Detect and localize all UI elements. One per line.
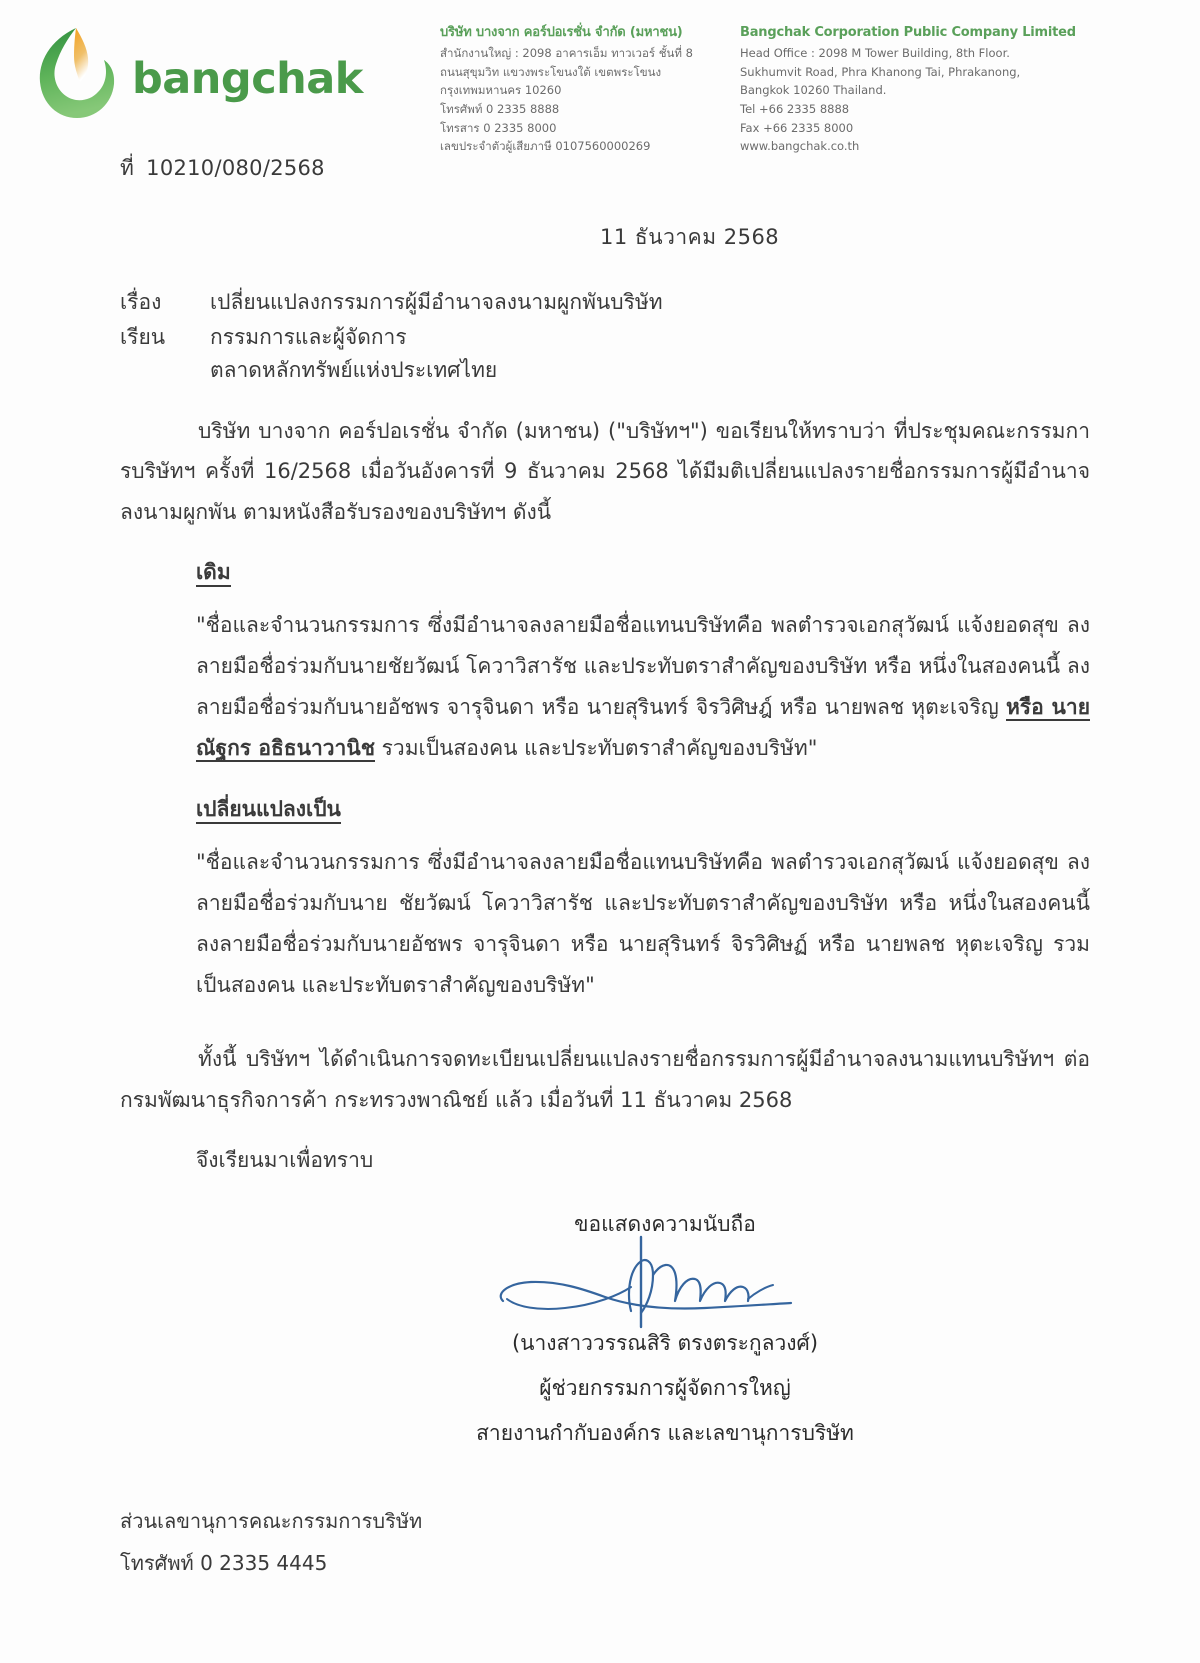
address-thai bbox=[440, 22, 725, 156]
address-english-line-2: Sukhumvit Road, Phra Khanong Tai, Phrakanong, bbox=[740, 64, 1021, 79]
attention-value: กรรมการและผู้จัดการ bbox=[210, 325, 407, 349]
attention-row bbox=[120, 327, 1200, 348]
logo-wordmark: bangchak bbox=[132, 53, 363, 104]
address-thai-line-1: สำนักงานใหญ่ : 2098 อาคารเอ็ม ทาวเวอร์ ชั้นที่ 8 bbox=[440, 46, 693, 61]
address-thai-line-2: ถนนสุขุมวิท แขวงพระโขนงใต้ เขตพระโขนง bbox=[440, 64, 662, 79]
footer-phone: โทรศัพท์ 0 2335 4445 bbox=[120, 1551, 328, 1575]
subject-value: เปลี่ยนแปลงกรรมการผู้มีอำนาจลงนามผูกพันบริษัท bbox=[210, 290, 663, 314]
tax-id-thai: เลขประจำตัวผู้เสียภาษี 0107560000269 bbox=[440, 139, 651, 154]
signatory-department: สายงานกำกับองค์กร และเลขานุการบริษัท bbox=[476, 1421, 854, 1445]
letterhead bbox=[0, 22, 1200, 162]
reference-label: ที่ bbox=[120, 156, 135, 180]
website: www.bangchak.co.th bbox=[740, 139, 860, 154]
reference-line bbox=[0, 158, 1200, 179]
fax-thai: โทรสาร 0 2335 8000 bbox=[440, 120, 557, 135]
quote-former bbox=[0, 605, 1200, 769]
quote-new: "ชื่อและจำนวนกรรมการ ซึ่งมีอำนาจลงลายมือชื่อแทนบริษัทคือ พลตำรวจเอกสุวัฒน์ แจ้งยอดสุข ลงลายมือชื่อร่วมกับนาย ชัยวัฒน์ โควาวิสารัช และประทับตราสำคัญของบริษัท หรือ หนึ่งในสองคนนี้ ลงลายมือชื่อร่วมกับนายอัชพร จารุจินดา หรือ นายสุรินทร์ จิรวิศิษฏ์ หรือ นายพลช หุตะเจริญ รวมเป็นสองคน และประทับตราสำคัญของบริษัท" bbox=[196, 849, 1090, 997]
section-heading-former bbox=[0, 559, 1200, 584]
signatory-title: ผู้ช่วยกรรมการผู้จัดการใหญ่ bbox=[539, 1376, 791, 1400]
subject-label: เรื่อง bbox=[120, 290, 162, 314]
reference-number: 10210/080/2568 bbox=[146, 156, 325, 180]
company-name-english: Bangchak Corporation Public Company Limited bbox=[740, 25, 1076, 40]
address-english-line-3: Bangkok 10260 Thailand. bbox=[740, 83, 887, 98]
address-english bbox=[725, 22, 1105, 156]
signature-regards: ขอแสดงความนับถือ bbox=[574, 1212, 756, 1236]
company-name-thai: บริษัท บางจาก คอร์ปอเรชั่น จำกัด (มหาชน) bbox=[440, 25, 683, 40]
closing-note: จึงเรียนมาเพื่อทราบ bbox=[196, 1148, 374, 1173]
intro-paragraph: บริษัท บางจาก คอร์ปอเรชั่น จำกัด (มหาชน) ("บริษัทฯ") ขอเรียนให้ทราบว่า ที่ประชุมคณะกรรมการบริษัทฯ ครั้งที่ 16/2568 เมื่อวันอังคารที่ 9 ธันวาคม 2568 ได้มีมติเปลี่ยนแปลงรายชื่อกรรมการผู้มีอำนาจลงนามผูกพัน ตามหนังสือรับรองของบริษัทฯ ดังนี้ bbox=[120, 419, 1090, 524]
address-thai-line-3: กรุงเทพมหานคร 10260 bbox=[440, 83, 562, 98]
subject-row bbox=[120, 292, 1200, 313]
phone-english: Tel +66 2335 8888 bbox=[740, 101, 850, 116]
handwritten-signature-icon bbox=[130, 1235, 1200, 1331]
subject-block bbox=[0, 292, 1200, 381]
section-heading-new-label: เปลี่ยนแปลงเป็น bbox=[196, 797, 341, 824]
bangchak-logo-icon bbox=[30, 22, 122, 122]
document-date: 11 ธันวาคม 2568 bbox=[600, 225, 780, 249]
quote-former-highlight: หรือ นายณัฐกร อธิธนาวานิช bbox=[196, 694, 1091, 760]
signature-block bbox=[0, 1208, 1200, 1450]
quote-former-part1: "ชื่อและจำนวนกรรมการ ซึ่งมีอำนาจลงลายมือชื่อแทนบริษัทคือ พลตำรวจเอกสุวัฒน์ แจ้งยอดสุข ลงลายมือชื่อร่วมกับนายชัยวัฒน์ โควาวิสารัช และประทับตราสำคัญของบริษัท หรือ หนึ่งในสองคนนี้ ลงลายมือชื่อร่วมกับนายอัชพร จารุจินดา หรือ นายสุรินทร์ จิรวิศิษฎ์ หรือ นายพลช หุตะเจริญ bbox=[196, 612, 1090, 719]
section-heading-former-label: เดิม bbox=[196, 560, 231, 587]
company-logo bbox=[0, 22, 440, 122]
footer-contact bbox=[120, 1500, 422, 1584]
attention-label: เรียน bbox=[120, 325, 166, 349]
section-heading-new bbox=[0, 796, 1200, 821]
footer-unit: ส่วนเลขานุการคณะกรรมการบริษัท bbox=[120, 1509, 423, 1533]
address-english-line-1: Head Office : 2098 M Tower Building, 8th Floor. bbox=[740, 46, 1010, 61]
document-body bbox=[0, 158, 1200, 1171]
registration-paragraph: ทั้งนี้ บริษัทฯ ได้ดำเนินการจดทะเบียนเปลี่ยนแปลงรายชื่อกรรมการผู้มีอำนาจลงนามแทนบริษัทฯ ต่อกรมพัฒนาธุรกิจการค้า กระทรวงพาณิชย์ แล้ว เมื่อวันที่ 11 ธันวาคม 2568 bbox=[120, 1047, 1090, 1112]
attention-organization: ตลาดหลักทรัพย์แห่งประเทศไทย bbox=[210, 358, 498, 382]
signatory-name: (นางสาววรรณสิริ ตรงตระกูลวงศ์) bbox=[511, 1331, 819, 1355]
fax-english: Fax +66 2335 8000 bbox=[740, 120, 854, 135]
quote-former-part2: รวมเป็นสองคน และประทับตราสำคัญของบริษัท" bbox=[374, 735, 818, 760]
phone-thai: โทรศัพท์ 0 2335 8888 bbox=[440, 101, 560, 116]
